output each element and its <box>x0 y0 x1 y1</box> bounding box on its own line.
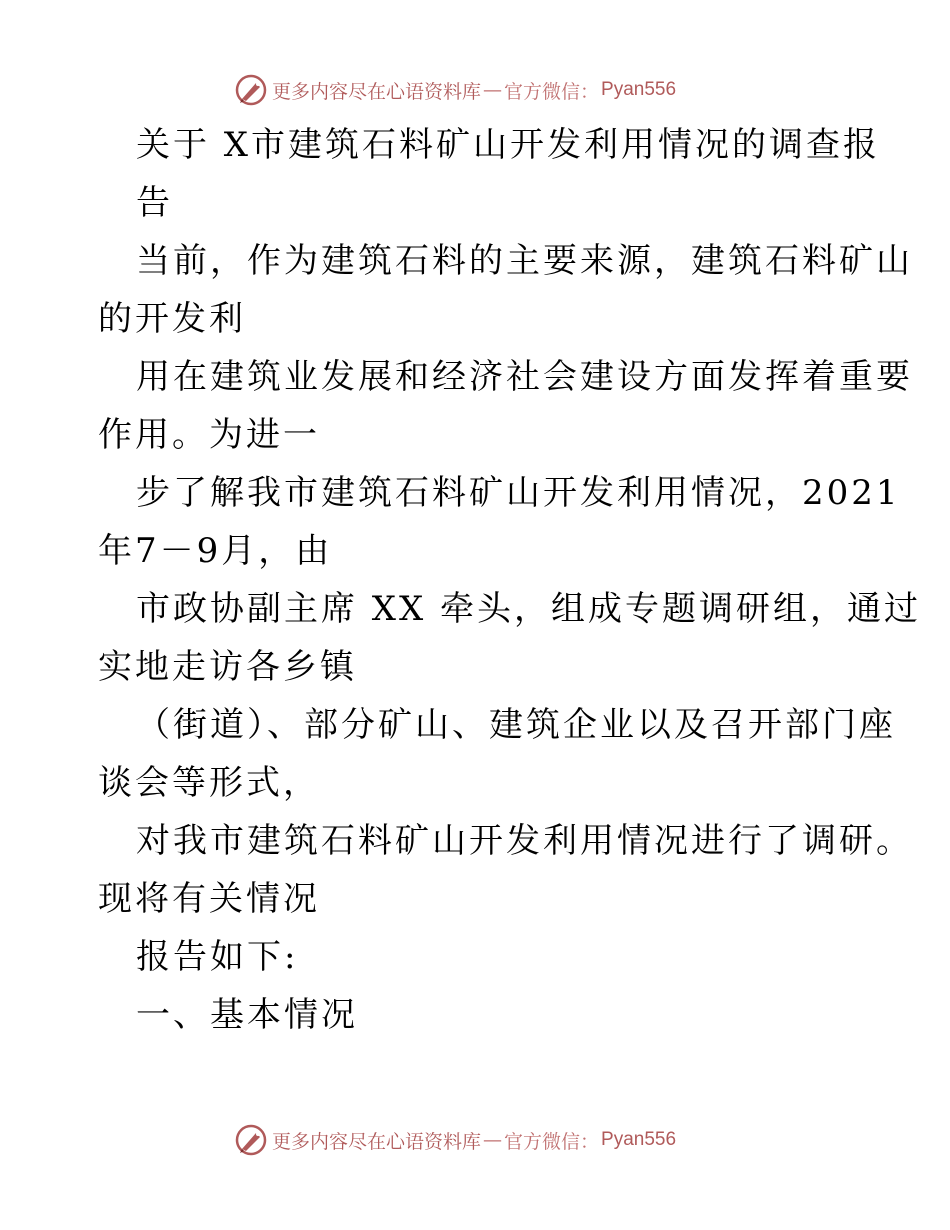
paragraph-line: （街道）、部分矿山、建筑企业以及召开部门座 <box>136 705 896 745</box>
paragraph-line: 一、基本情况 <box>136 995 358 1035</box>
paragraph-line: 报告如下: <box>136 937 299 977</box>
paragraph-line: 用在建筑业发展和经济社会建设方面发挥着重要 <box>136 357 913 397</box>
paragraph-line: 作用。为进一 <box>98 415 320 455</box>
pen-logo-icon <box>234 1123 268 1157</box>
paragraph-line: 现将有关情况 <box>98 879 320 919</box>
pen-logo-icon <box>234 73 268 107</box>
paragraph-line: 步了解我市建筑石料矿山开发利用情况，2021 <box>136 473 901 513</box>
paragraph-line: 对我市建筑石料矿山开发利用情况进行了调研。 <box>136 821 913 861</box>
paragraph-line: 年7－9月，由 <box>98 531 333 571</box>
watermark-label: 官方微信： <box>504 1130 600 1153</box>
header-watermark <box>234 70 754 110</box>
watermark-text: 更多内容尽在心语资料库 <box>272 1130 482 1153</box>
watermark-id: Pyan556 <box>601 1129 677 1150</box>
watermark-dash: — <box>483 79 503 101</box>
paragraph-line: 市政协副主席 XX 牵头，组成专题调研组，通过 <box>136 589 922 629</box>
watermark-id: Pyan556 <box>601 79 677 100</box>
footer-watermark <box>234 1120 754 1160</box>
title-line-1: 关于 X市建筑石料矿山开发利用情况的调查报 <box>136 125 881 165</box>
paragraph-line: 当前，作为建筑石料的主要来源，建筑石料矿山 <box>136 241 913 281</box>
paragraph-line: 实地走访各乡镇 <box>98 647 357 687</box>
title-line-2: 告 <box>136 183 173 223</box>
paragraph-line: 谈会等形式， <box>98 763 320 803</box>
document-body <box>98 116 922 1044</box>
paragraph-line: 的开发利 <box>98 299 246 339</box>
watermark-text: 更多内容尽在心语资料库 <box>272 80 482 103</box>
paragraph-block <box>98 232 922 1044</box>
watermark-dash: — <box>483 1129 503 1151</box>
watermark-label: 官方微信： <box>504 80 600 103</box>
